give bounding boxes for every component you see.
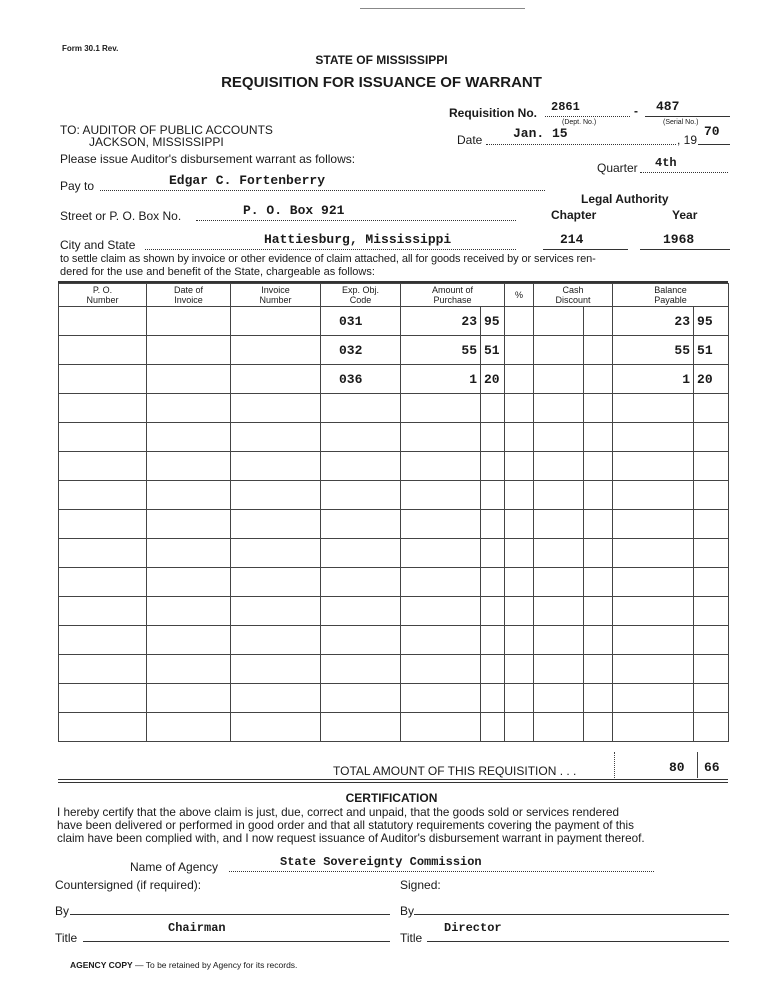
year-label: Year — [672, 208, 698, 222]
col-invoice-number: Invoice Number — [231, 284, 321, 307]
settle-text-line2: dered for the use and benefit of the State, chargeable as follows: — [60, 266, 375, 278]
cell-invoice — [231, 655, 321, 684]
cell-date — [147, 684, 231, 713]
cell-amount-dollars — [401, 539, 481, 568]
table-row — [59, 481, 729, 510]
requisition-label: Requisition No. — [449, 106, 537, 120]
cell-date — [147, 336, 231, 365]
cell-balance-dollars — [613, 597, 694, 626]
agency-line — [229, 871, 654, 872]
cell-date — [147, 655, 231, 684]
cell-invoice — [231, 626, 321, 655]
table-row — [59, 597, 729, 626]
table-row — [59, 684, 729, 713]
cell-amount-dollars — [401, 626, 481, 655]
legal-authority-heading: Legal Authority — [581, 192, 669, 206]
col-amount: Amount of Purchase — [401, 284, 505, 307]
cell-code — [321, 713, 401, 742]
form-title: REQUISITION FOR ISSUANCE OF WARRANT — [221, 74, 542, 91]
cell-balance-dollars — [613, 423, 694, 452]
table-row — [59, 539, 729, 568]
cell-amount-dollars — [401, 394, 481, 423]
footer-note — [70, 960, 297, 970]
cell-discount-b — [584, 365, 613, 394]
cell-invoice — [231, 365, 321, 394]
cell-percent — [505, 481, 534, 510]
cell-discount-b — [584, 481, 613, 510]
cell-amount-cents — [481, 539, 505, 568]
cell-amount-cents — [481, 597, 505, 626]
legal-year-line — [640, 249, 730, 250]
cell-po — [59, 452, 147, 481]
agency-label: Name of Agency — [130, 860, 219, 874]
cell-amount-dollars — [401, 452, 481, 481]
cell-balance-cents — [694, 539, 729, 568]
cell-discount-b — [584, 394, 613, 423]
left-title-label: Title — [55, 931, 78, 945]
cell-balance-cents — [694, 423, 729, 452]
agency-value: State Sovereignty Commission — [280, 855, 482, 869]
street-label: Street or P. O. Box No. — [60, 209, 182, 223]
table-row — [59, 568, 729, 597]
table-row — [59, 394, 729, 423]
cell-date — [147, 713, 231, 742]
city-label: City and State — [60, 238, 136, 252]
cell-code: 031 — [321, 307, 401, 336]
cell-balance-dollars — [613, 394, 694, 423]
left-title-line — [83, 941, 390, 942]
city-line — [145, 249, 516, 250]
requisition-serial-line — [645, 116, 730, 117]
cell-discount-b — [584, 655, 613, 684]
cell-discount-b — [584, 539, 613, 568]
table-row — [59, 655, 729, 684]
cell-invoice — [231, 713, 321, 742]
date-value: Jan. 15 — [513, 126, 568, 141]
cell-po — [59, 626, 147, 655]
year-suffix-value: 70 — [704, 124, 720, 139]
table-row — [59, 423, 729, 452]
year-prefix: , 19 — [677, 133, 698, 147]
cell-po — [59, 481, 147, 510]
cell-date — [147, 394, 231, 423]
countersigned-label: Countersigned (if required): — [55, 878, 202, 892]
cell-date — [147, 423, 231, 452]
cell-code — [321, 539, 401, 568]
footer-agency-copy: AGENCY COPY — [70, 960, 133, 970]
cell-balance-cents — [694, 452, 729, 481]
left-by-line — [70, 914, 390, 915]
cell-amount-cents: 20 — [481, 365, 505, 394]
cell-balance-cents — [694, 655, 729, 684]
cell-discount-a — [534, 510, 584, 539]
cell-date — [147, 539, 231, 568]
cell-amount-cents — [481, 655, 505, 684]
cell-amount-dollars — [401, 510, 481, 539]
requisition-dept-line — [545, 116, 630, 117]
date-line — [486, 144, 676, 145]
certification-line2: have been delivered or performed in good order and that all statutory requirements covering the payment of this — [57, 819, 634, 832]
cell-balance-dollars — [613, 452, 694, 481]
cell-balance-dollars — [613, 568, 694, 597]
cell-code — [321, 655, 401, 684]
to-auditor-line1: TO: AUDITOR OF PUBLIC ACCOUNTS — [60, 123, 273, 137]
cell-date — [147, 481, 231, 510]
cell-percent — [505, 307, 534, 336]
cell-discount-b — [584, 452, 613, 481]
cell-amount-cents — [481, 452, 505, 481]
total-divider — [697, 752, 698, 778]
pay-to-line — [100, 190, 545, 191]
issue-instruction: Please issue Auditor's disbursement warrant as follows: — [60, 152, 356, 166]
cell-code — [321, 597, 401, 626]
cell-invoice — [231, 510, 321, 539]
cell-balance-dollars — [613, 626, 694, 655]
right-title-value: Director — [444, 921, 502, 935]
cell-date — [147, 307, 231, 336]
cell-amount-cents — [481, 510, 505, 539]
cell-balance-cents — [694, 394, 729, 423]
cell-balance-dollars: 23 — [613, 307, 694, 336]
cell-date — [147, 597, 231, 626]
total-label: TOTAL AMOUNT OF THIS REQUISITION . . . — [333, 764, 577, 778]
cell-percent — [505, 452, 534, 481]
cell-invoice — [231, 423, 321, 452]
right-title-line — [427, 941, 729, 942]
cell-percent — [505, 568, 534, 597]
cell-invoice — [231, 307, 321, 336]
cell-invoice — [231, 452, 321, 481]
quarter-value: 4th — [655, 156, 677, 170]
cell-code — [321, 510, 401, 539]
cell-invoice — [231, 336, 321, 365]
requisition-dash: - — [634, 104, 638, 118]
cell-po — [59, 307, 147, 336]
cell-amount-cents: 51 — [481, 336, 505, 365]
pay-to-label: Pay to — [60, 179, 95, 193]
cell-date — [147, 510, 231, 539]
cell-balance-cents: 51 — [694, 336, 729, 365]
cell-po — [59, 394, 147, 423]
cell-code — [321, 626, 401, 655]
cell-amount-cents — [481, 713, 505, 742]
cell-amount-dollars: 55 — [401, 336, 481, 365]
cell-balance-dollars — [613, 510, 694, 539]
to-auditor-line2: JACKSON, MISSISSIPPI — [89, 135, 224, 149]
cell-percent — [505, 626, 534, 655]
serial-no-caption: (Serial No.) — [663, 119, 699, 126]
date-label: Date — [457, 133, 483, 147]
cell-balance-dollars — [613, 481, 694, 510]
cell-discount-a — [534, 365, 584, 394]
cell-code — [321, 684, 401, 713]
chapter-label: Chapter — [551, 208, 597, 222]
left-title-value: Chairman — [168, 921, 226, 935]
cell-code — [321, 394, 401, 423]
cell-invoice — [231, 684, 321, 713]
cell-discount-a — [534, 307, 584, 336]
signed-label: Signed: — [400, 878, 441, 892]
cell-date — [147, 626, 231, 655]
col-balance: Balance Payable — [613, 284, 729, 307]
cell-discount-a — [534, 568, 584, 597]
cell-code: 032 — [321, 336, 401, 365]
cell-percent — [505, 684, 534, 713]
cell-percent — [505, 713, 534, 742]
table-row — [59, 713, 729, 742]
street-value: P. O. Box 921 — [243, 203, 345, 218]
cell-balance-cents — [694, 510, 729, 539]
cell-balance-dollars — [613, 539, 694, 568]
cell-po — [59, 539, 147, 568]
cell-amount-dollars — [401, 568, 481, 597]
cell-percent — [505, 510, 534, 539]
table-row — [59, 307, 729, 336]
cell-po — [59, 568, 147, 597]
claims-table — [58, 283, 728, 742]
cell-po — [59, 713, 147, 742]
cell-discount-b — [584, 510, 613, 539]
cell-amount-dollars — [401, 684, 481, 713]
cell-balance-cents — [694, 713, 729, 742]
quarter-line — [640, 172, 728, 173]
cell-balance-cents — [694, 481, 729, 510]
right-by-line — [414, 914, 729, 915]
table-row — [59, 452, 729, 481]
cell-amount-cents: 95 — [481, 307, 505, 336]
right-title-label: Title — [400, 931, 423, 945]
street-line — [196, 220, 516, 221]
year-line — [698, 144, 730, 145]
chapter-value: 214 — [560, 232, 584, 247]
cell-discount-b — [584, 307, 613, 336]
legal-year-value: 1968 — [663, 232, 695, 247]
cell-discount-a — [534, 423, 584, 452]
cell-discount-a — [534, 684, 584, 713]
cell-discount-b — [584, 597, 613, 626]
cell-amount-cents — [481, 684, 505, 713]
chapter-line — [543, 249, 628, 250]
form-number: Form 30.1 Rev. — [62, 44, 119, 53]
cell-discount-a — [534, 655, 584, 684]
col-percent: % — [505, 284, 534, 307]
cell-amount-cents — [481, 481, 505, 510]
total-bottom-rule-2 — [58, 782, 728, 783]
cell-amount-cents — [481, 568, 505, 597]
cell-discount-b — [584, 336, 613, 365]
settle-text-line1: to settle claim as shown by invoice or other evidence of claim attached, all for goods received by or services ren- — [60, 253, 596, 265]
cell-po — [59, 336, 147, 365]
cell-discount-a — [534, 336, 584, 365]
cell-amount-dollars — [401, 423, 481, 452]
cell-discount-a — [534, 539, 584, 568]
total-bottom-rule — [58, 779, 728, 780]
cell-date — [147, 568, 231, 597]
cell-amount-dollars — [401, 655, 481, 684]
cell-code: 036 — [321, 365, 401, 394]
cell-code — [321, 452, 401, 481]
cell-po — [59, 684, 147, 713]
cell-discount-b — [584, 626, 613, 655]
cell-code — [321, 568, 401, 597]
footer-retain-text: — To be retained by Agency for its records. — [132, 960, 298, 970]
cell-amount-dollars: 1 — [401, 365, 481, 394]
cell-amount-dollars: 23 — [401, 307, 481, 336]
cell-discount-a — [534, 626, 584, 655]
table-row — [59, 626, 729, 655]
cell-discount-a — [534, 713, 584, 742]
cell-percent — [505, 539, 534, 568]
cell-balance-dollars — [613, 684, 694, 713]
cell-discount-a — [534, 597, 584, 626]
state-heading: STATE OF MISSISSIPPI — [315, 53, 448, 67]
cell-percent — [505, 394, 534, 423]
cell-balance-cents: 95 — [694, 307, 729, 336]
cell-amount-cents — [481, 626, 505, 655]
cell-discount-b — [584, 713, 613, 742]
cell-invoice — [231, 481, 321, 510]
cell-percent — [505, 597, 534, 626]
col-discount: Cash Discount — [534, 284, 613, 307]
cell-invoice — [231, 539, 321, 568]
cell-amount-cents — [481, 394, 505, 423]
left-by-label: By — [55, 904, 70, 918]
dept-no-caption: (Dept. No.) — [562, 119, 597, 126]
cell-discount-a — [534, 452, 584, 481]
certification-line3: claim have been complied with, and I now request issuance of Auditor's disbursement warrant in payment thereof. — [57, 832, 645, 845]
cell-balance-cents — [694, 684, 729, 713]
cell-po — [59, 655, 147, 684]
cell-balance-dollars — [613, 655, 694, 684]
table-row — [59, 510, 729, 539]
cell-percent — [505, 655, 534, 684]
cell-date — [147, 365, 231, 394]
cell-invoice — [231, 597, 321, 626]
city-value: Hattiesburg, Mississippi — [264, 232, 452, 247]
cell-balance-cents — [694, 597, 729, 626]
cell-po — [59, 365, 147, 394]
cell-discount-a — [534, 481, 584, 510]
cell-code — [321, 481, 401, 510]
col-po: P. O. Number — [59, 284, 147, 307]
cell-po — [59, 510, 147, 539]
cell-amount-dollars — [401, 713, 481, 742]
cell-amount-dollars — [401, 481, 481, 510]
cell-balance-dollars — [613, 713, 694, 742]
cell-amount-dollars — [401, 597, 481, 626]
cell-percent — [505, 336, 534, 365]
total-cents: 66 — [704, 760, 720, 775]
pay-to-value: Edgar C. Fortenberry — [169, 173, 326, 188]
cell-date — [147, 452, 231, 481]
table-row — [59, 336, 729, 365]
total-bracket — [614, 752, 615, 778]
cell-code — [321, 423, 401, 452]
quarter-label: Quarter — [597, 161, 638, 175]
cell-invoice — [231, 394, 321, 423]
top-rule — [360, 8, 525, 9]
table-row — [59, 365, 729, 394]
cell-amount-cents — [481, 423, 505, 452]
requisition-dept-value: 2861 — [551, 100, 580, 114]
cell-balance-dollars: 1 — [613, 365, 694, 394]
cell-percent — [505, 365, 534, 394]
certification-heading: CERTIFICATION — [345, 791, 438, 805]
cell-discount-b — [584, 568, 613, 597]
col-exp-code: Exp. Obj. Code — [321, 284, 401, 307]
cell-invoice — [231, 568, 321, 597]
cell-discount-a — [534, 394, 584, 423]
cell-balance-dollars: 55 — [613, 336, 694, 365]
requisition-serial-value: 487 — [656, 99, 680, 114]
cell-balance-cents — [694, 626, 729, 655]
cell-po — [59, 597, 147, 626]
cell-po — [59, 423, 147, 452]
certification-line1: I hereby certify that the above claim is just, due, correct and unpaid, that the goods sold or services rendered — [57, 806, 619, 819]
col-date-invoice: Date of Invoice — [147, 284, 231, 307]
cell-discount-b — [584, 423, 613, 452]
total-dollars: 80 — [669, 760, 685, 775]
cell-balance-cents — [694, 568, 729, 597]
right-by-label: By — [400, 904, 415, 918]
cell-percent — [505, 423, 534, 452]
cell-discount-b — [584, 684, 613, 713]
cell-balance-cents: 20 — [694, 365, 729, 394]
